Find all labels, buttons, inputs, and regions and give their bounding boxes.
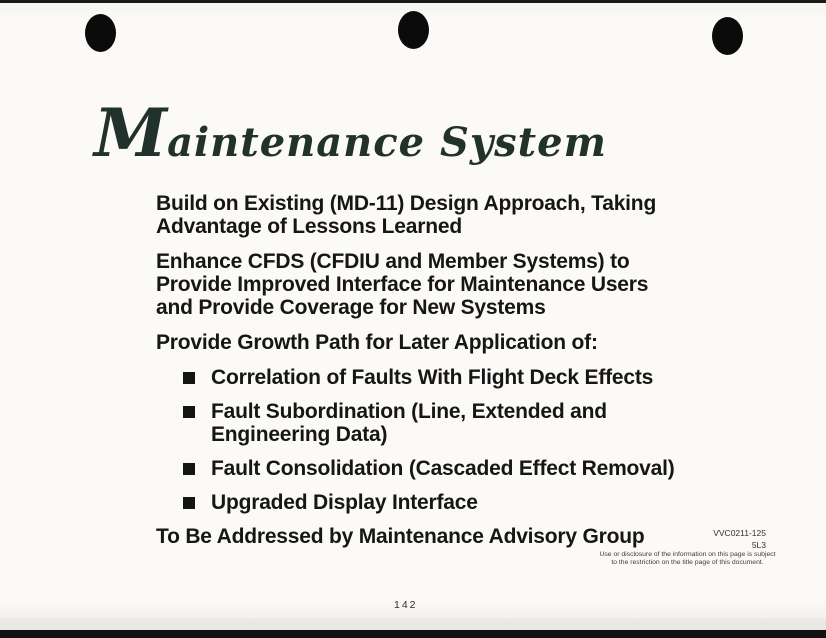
punch-hole-icon bbox=[712, 17, 743, 55]
closing-statement: To Be Addressed by Maintenance Advisory Group bbox=[156, 525, 645, 548]
scan-edge-bottom bbox=[0, 630, 826, 638]
document-code: 5L3 bbox=[751, 540, 766, 550]
text-line: Upgraded Display Interface bbox=[211, 491, 478, 514]
text-line: Advantage of Lessons Learned bbox=[156, 215, 462, 238]
text-line: and Provide Coverage for New Systems bbox=[156, 296, 546, 319]
disclosure-notice bbox=[580, 551, 795, 567]
bullet-item-correlation bbox=[183, 366, 716, 389]
square-bullet-icon bbox=[183, 463, 195, 475]
punch-hole-icon bbox=[85, 14, 116, 52]
document-number: VVC0211-125 bbox=[713, 528, 766, 538]
square-bullet-icon bbox=[183, 497, 195, 509]
scan-edge-top bbox=[0, 0, 826, 3]
bullet-list bbox=[156, 366, 716, 514]
slide-body bbox=[156, 192, 716, 548]
bullet-text bbox=[211, 491, 478, 514]
text-line: Enhance CFDS (CFDIU and Member Systems) to bbox=[156, 250, 630, 273]
disclosure-line: to the restriction on the title page of this document. bbox=[611, 559, 764, 566]
text-line: Provide Improved Interface for Maintenance Users bbox=[156, 273, 649, 296]
text-line: Fault Consolidation (Cascaded Effect Removal) bbox=[211, 457, 675, 480]
text-line: Provide Growth Path for Later Application of: bbox=[156, 331, 598, 354]
title-drop-cap: M bbox=[94, 94, 168, 172]
bullet-text bbox=[211, 400, 607, 446]
square-bullet-icon bbox=[183, 372, 195, 384]
title-text: aintenance System bbox=[167, 119, 607, 166]
text-line: Build on Existing (MD-11) Design Approach, Taking bbox=[156, 192, 657, 215]
bullet-item-subordination bbox=[183, 400, 716, 446]
bullet-text bbox=[211, 366, 653, 389]
bullet-text bbox=[211, 457, 675, 480]
bullet-item-consolidation bbox=[183, 457, 716, 480]
bullet-item-display-interface bbox=[183, 491, 716, 514]
punch-hole-icon bbox=[398, 11, 429, 49]
paragraph-growth-path bbox=[156, 331, 716, 354]
text-line: Correlation of Faults With Flight Deck Effects bbox=[211, 366, 654, 389]
square-bullet-icon bbox=[183, 406, 195, 418]
page-number: 142 bbox=[394, 599, 418, 611]
scan-edge-shadow bbox=[0, 618, 826, 630]
paragraph-build-on-existing bbox=[156, 192, 716, 238]
page-title bbox=[94, 94, 607, 172]
text-line: Fault Subordination (Line, Extended and bbox=[211, 400, 607, 423]
paragraph-enhance-cfds bbox=[156, 250, 716, 319]
disclosure-line: Use or disclosure of the information on this page is subject bbox=[599, 551, 776, 558]
text-line: Engineering Data) bbox=[211, 423, 388, 446]
